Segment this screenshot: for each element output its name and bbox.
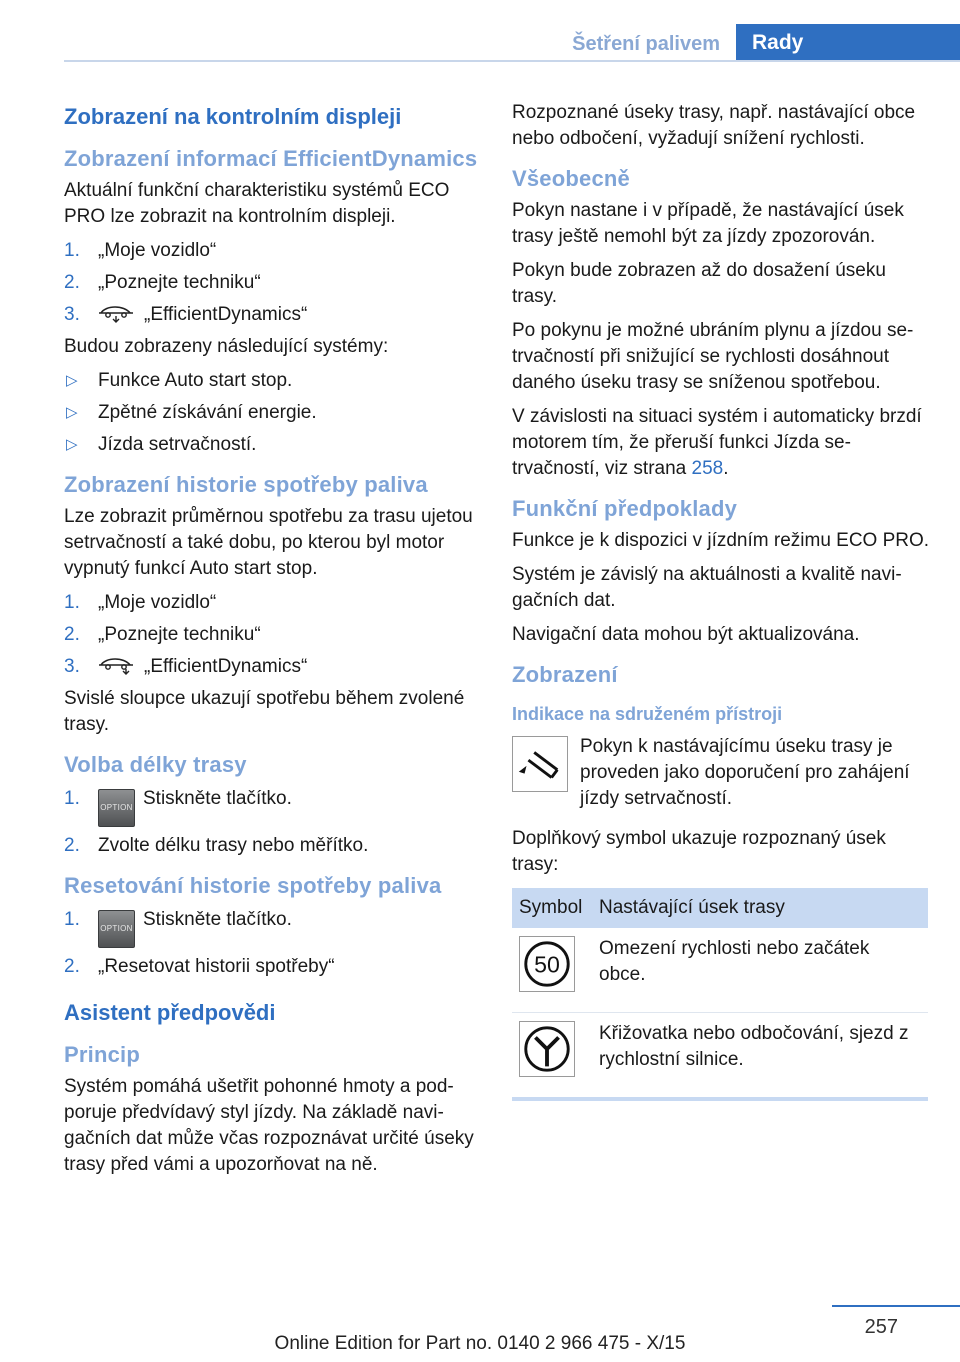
steps-list (64, 786, 478, 859)
list-item: 1. OPTION Stiskněte tlačítko. (64, 907, 478, 948)
paragraph: V závislosti na situaci systém i automaticky brzdí motorem tím, že přeruší funkci Jízda setrvačností, viz strana 258. (512, 406, 922, 479)
list-item: ▷ Jízda setrvačností. (64, 432, 478, 458)
paragraph: Po pokynu je možné ubráním plynu a jízdou setrvačností při snižující se rychlosti dosáhnout daného úseku trasy se sníženou spotřebou. (512, 320, 914, 393)
subheading-cluster-indicator: Indikace na sdruženém přístroji (512, 704, 783, 724)
footer-rule (832, 1305, 960, 1307)
efficientdynamics-car-icon (98, 303, 134, 323)
table-header-row (512, 888, 928, 928)
triangle-bullet-icon: ▷ (66, 404, 78, 421)
heading-route-length: Volba délky trasy (64, 752, 247, 777)
list-item: 3. „EfficientDynamics“ (64, 656, 308, 677)
list-item: 1. „Moje vozidlo“ (64, 592, 217, 613)
list-item: 2. „Poznejte techniku“ (64, 272, 261, 293)
list-item: 2. „Poznejte techniku“ (64, 624, 261, 645)
heading-fuel-history: Zobrazení historie spotřeby paliva (64, 472, 428, 497)
heading-principle: Princip (64, 1042, 140, 1067)
bullet-list (64, 368, 478, 458)
list-item: ▷ Zpětné získávání energie. (64, 400, 478, 426)
paragraph: Lze zobrazit průměrnou spotřebu za trasu ujetou setrvačností a také dobu, po kterou byl motor vypnutý funkcí Auto start stop. (64, 506, 473, 579)
page-number: 257 (864, 1316, 898, 1338)
table-header-symbol: Symbol (512, 888, 592, 928)
heading-reset-history: Resetování historie spotřeby paliva (64, 873, 442, 898)
table-cell: Křižovatka nebo odbočování, sjezd z rychlostní silnice. (592, 1013, 928, 1100)
list-item: 2. „Resetovat historii spotřeby“ (64, 956, 335, 977)
steps-list (64, 907, 478, 980)
section-title-forecast: Asistent předpovědi (64, 1000, 276, 1025)
list-item: 1. „Moje vozidlo“ (64, 240, 217, 261)
paragraph: Budou zobrazeny následující systémy: (64, 336, 389, 357)
paragraph: Doplňkový symbol ukazuje rozpoznaný úsek trasy: (512, 828, 886, 875)
list-item: ▷ Funkce Auto start stop. (64, 368, 478, 394)
triangle-bullet-icon: ▷ (66, 372, 78, 389)
paragraph: Aktuální funkční charakteristiku systémů ECO PRO lze zobrazit na kontrolním displeji. (64, 180, 450, 227)
heading-display: Zobrazení (512, 662, 618, 687)
right-column (512, 100, 932, 1101)
triangle-bullet-icon: ▷ (66, 436, 78, 453)
header-rule (64, 60, 960, 62)
left-column (64, 100, 478, 1186)
table-cell: Omezení rychlosti nebo začátek obce. (592, 928, 928, 1013)
coasting-hint (512, 734, 932, 812)
paragraph: Pokyn nastane i v případě, že nastávající úsek trasy ještě nemohl být za jízdy zpozorován. (512, 200, 904, 247)
section-title-display: Zobrazení na kontrolním displeji (64, 104, 402, 129)
coasting-pedal-icon (512, 736, 568, 792)
table-header-route: Nastávající úsek trasy (592, 888, 928, 928)
table-row (512, 1013, 928, 1100)
steps-list (64, 590, 478, 680)
symbol-table (512, 888, 928, 1101)
steps-list (64, 238, 478, 328)
table-row (512, 928, 928, 1013)
list-item: 3. „EfficientDynamics“ (64, 304, 308, 325)
speed-limit-value: 50 (534, 951, 560, 978)
paragraph: Svislé sloupce ukazují spotřebu během zvolené trasy. (64, 688, 465, 735)
heading-efficientdynamics-info: Zobrazení informací EfficientDynamics (64, 146, 478, 171)
paragraph: Pokyn bude zobrazen až do dosažení úseku trasy. (512, 260, 886, 307)
paragraph: Systém je závislý na aktuálnosti a kvalitě navigačních dat. (512, 564, 902, 611)
paragraph: Pokyn k nastávajícímu úseku trasy je proveden jako doporučení pro zahájení jízdy setrvačností. (580, 736, 910, 809)
header-section-title: Šetření palivem (572, 33, 720, 55)
speed-limit-sign-icon (519, 936, 575, 992)
option-button-icon: OPTION (98, 910, 135, 948)
list-item: 1. OPTION Stiskněte tlačítko. (64, 786, 478, 827)
paragraph: Rozpoznané úseky trasy, např. nastávající obce nebo odbočení, vyžadují snížení rychlosti. (512, 102, 916, 149)
option-button-icon: OPTION (98, 789, 135, 827)
heading-general: Všeobecně (512, 166, 630, 191)
paragraph: Systém pomáhá ušetřit pohonné hmoty a podporuje předvídavý styl jízdy. Na základě navigačních dat může včas rozpoznávat určité úseky trasy před vámi a upozorňovat na ně. (64, 1076, 474, 1175)
header-chapter-tab: Rady (736, 24, 960, 62)
junction-sign-icon (519, 1021, 575, 1077)
page-reference-link[interactable]: 258 (691, 458, 724, 479)
heading-requirements: Funkční předpoklady (512, 496, 738, 521)
paragraph: Funkce je k dispozici v jízdním režimu ECO PRO. (512, 530, 930, 551)
paragraph: Navigační data mohou být aktualizována. (512, 624, 860, 645)
edition-note: Online Edition for Part no. 0140 2 966 475 - X/15 (274, 1333, 686, 1354)
list-item: 2. Zvolte délku trasy nebo měřítko. (64, 835, 369, 856)
efficientdynamics-car-icon (98, 655, 134, 675)
